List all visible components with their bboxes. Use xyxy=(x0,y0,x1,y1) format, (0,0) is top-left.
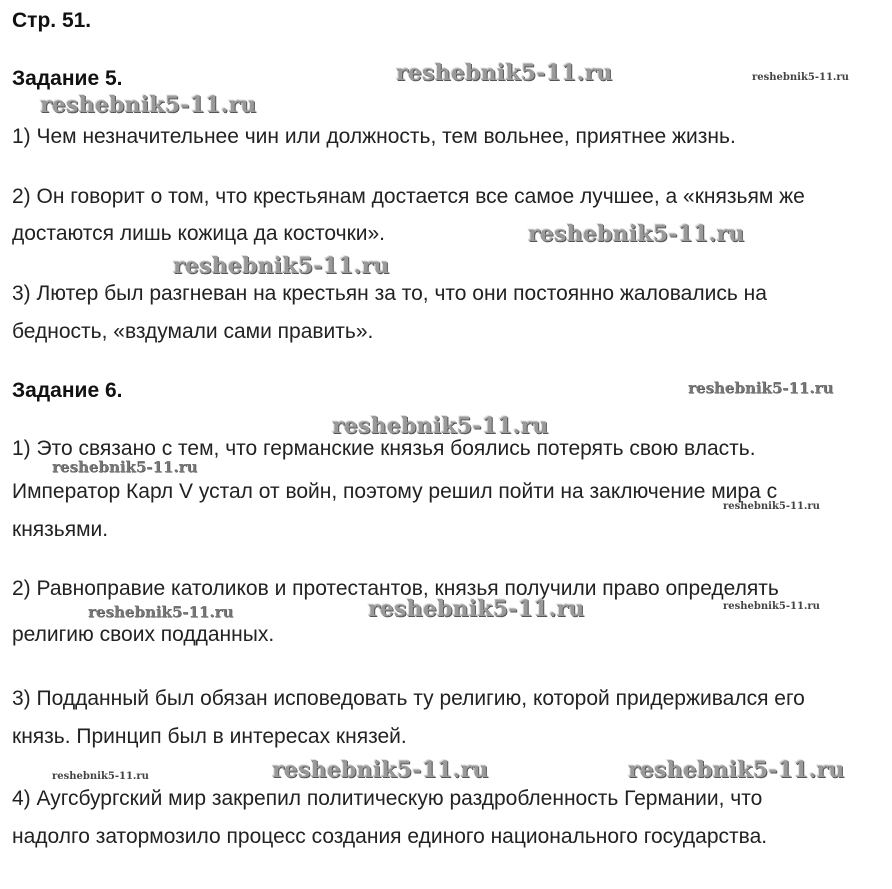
watermark: reshebnik5-11.ru xyxy=(396,60,613,86)
task6-answer-2-line-1: 2) Равноправие католиков и протестантов, князья получили право определять xyxy=(12,577,779,600)
task6-answer-4-line-2: надолго затормозило процесс создания единого национального государства. xyxy=(12,825,768,848)
task5-heading: Задание 5. xyxy=(12,67,123,90)
watermark: reshebnik5-11.ru xyxy=(368,596,585,622)
watermark: reshebnik5-11.ru xyxy=(723,501,820,512)
watermark: reshebnik5-11.ru xyxy=(173,253,390,279)
watermark: reshebnik5-11.ru xyxy=(332,413,549,439)
task6-heading: Задание 6. xyxy=(12,379,123,402)
task5-answer-1: 1) Чем незначительнее чин или должность, тем вольнее, приятнее жизнь. xyxy=(12,125,736,148)
page-label: Стр. 51. xyxy=(12,9,92,32)
watermark: reshebnik5-11.ru xyxy=(272,757,489,783)
task6-answer-3-line-2: князь. Принцип был в интересах князей. xyxy=(12,725,407,748)
watermark: reshebnik5-11.ru xyxy=(40,92,257,118)
task5-answer-2-line-1: 2) Он говорит о том, что крестьянам достается все самое лучшее, а «князьям же xyxy=(12,185,805,208)
task6-answer-3-line-1: 3) Подданный был обязан исповедовать ту религию, которой придерживался его xyxy=(12,687,805,710)
task6-answer-1-line-3: князьями. xyxy=(12,518,109,541)
task5-answer-3-line-1: 3) Лютер был разгневан на крестьян за то, что они постоянно жаловались на xyxy=(12,282,767,305)
task6-answer-2-line-2: религию своих подданных. xyxy=(12,623,275,646)
task6-answer-1-line-1: 1) Это связано с тем, что германские князья боялись потерять свою власть. xyxy=(12,437,756,460)
task5-answer-2-line-2: достаются лишь кожица да косточки». xyxy=(12,222,386,245)
task5-answer-3-line-2: бедность, «вздумали сами править». xyxy=(12,320,374,343)
watermark: reshebnik5-11.ru xyxy=(752,72,849,83)
watermark: reshebnik5-11.ru xyxy=(723,601,820,612)
watermark: reshebnik5-11.ru xyxy=(628,757,845,783)
watermark: reshebnik5-11.ru xyxy=(528,221,745,247)
watermark: reshebnik5-11.ru xyxy=(52,771,149,782)
task6-answer-1-line-2: Император Карл V устал от войн, поэтому решил пойти на заключение мира с xyxy=(12,480,778,503)
watermark: reshebnik5-11.ru xyxy=(52,458,198,476)
watermark: reshebnik5-11.ru xyxy=(88,603,234,621)
task6-answer-4-line-1: 4) Аугсбургский мир закрепил политическую раздробленность Германии, что xyxy=(12,787,763,810)
watermark: reshebnik5-11.ru xyxy=(688,379,834,397)
